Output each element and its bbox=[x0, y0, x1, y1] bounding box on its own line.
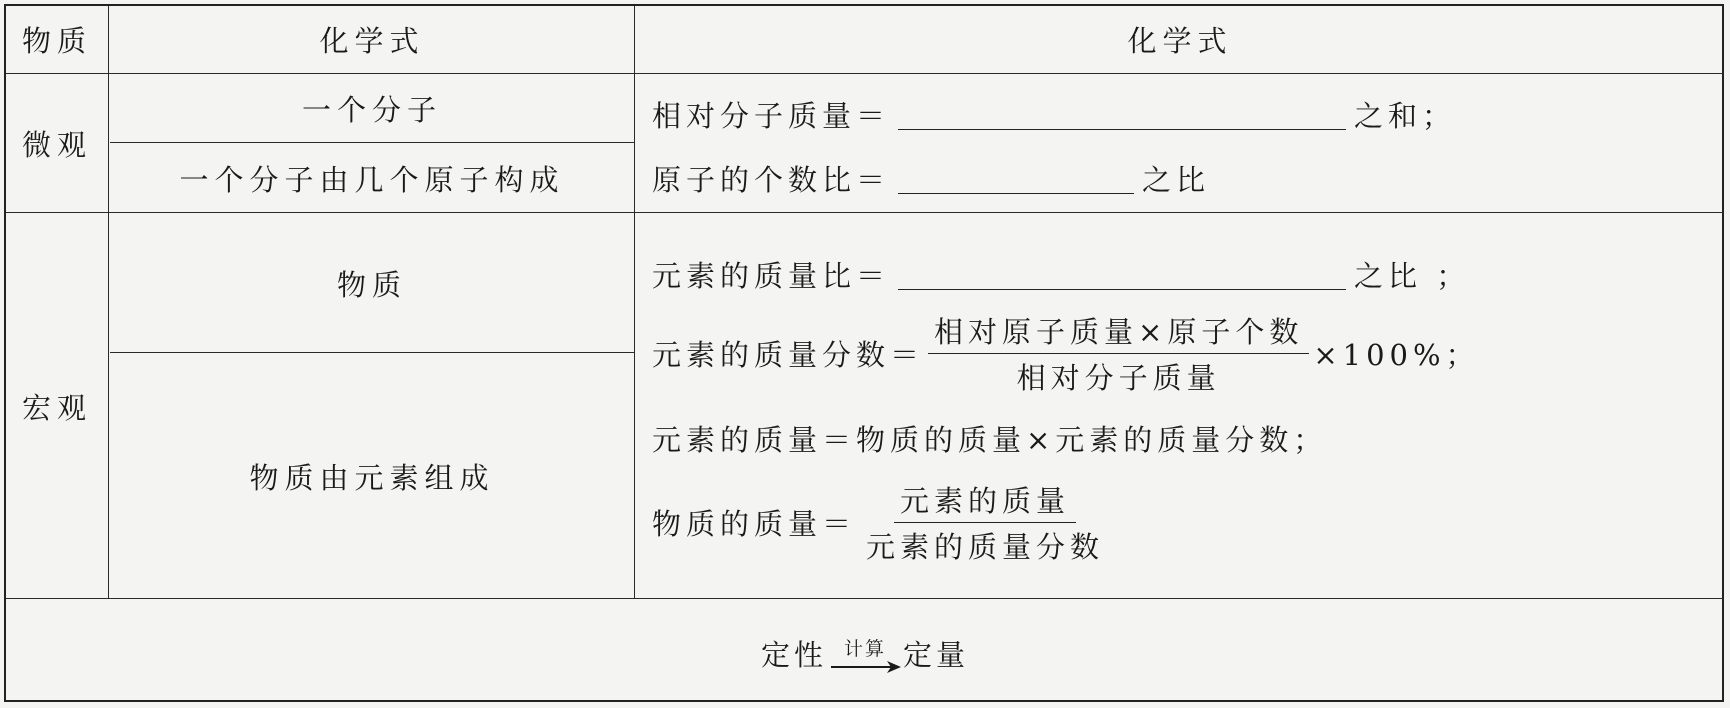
calculate-arrow bbox=[829, 638, 901, 674]
summary-footer bbox=[0, 600, 1730, 700]
substance-mass-formula bbox=[860, 479, 1110, 566]
substance-mass-line bbox=[652, 483, 1114, 564]
micro-one-molecule: 一个分子 bbox=[301, 93, 442, 127]
mass-fraction-line bbox=[652, 314, 1480, 395]
micro-inner-divider bbox=[110, 142, 634, 143]
macro-substance: 物质 bbox=[336, 267, 407, 302]
answer-blank[interactable] bbox=[898, 163, 1134, 194]
element-mass-ratio-prefix: 元素的质量比＝ bbox=[652, 258, 891, 293]
answer-blank[interactable] bbox=[898, 99, 1346, 130]
quantitative-label: 定量 bbox=[903, 638, 970, 672]
micro-label: 微观 bbox=[21, 128, 92, 162]
footer-divider bbox=[6, 598, 1724, 599]
micro-macro-divider bbox=[6, 212, 1724, 213]
micro-molecule-composition: 一个分子由几个原子构成 bbox=[179, 162, 565, 197]
relative-molecular-mass-suffix: 之和； bbox=[1354, 98, 1457, 133]
substance-mass-denominator: 元素的质量分数 bbox=[866, 529, 1105, 564]
element-mass-ratio-suffix: 之比 ； bbox=[1354, 258, 1471, 293]
macro-substance-composition: 物质由元素组成 bbox=[249, 460, 495, 495]
substance-mass-prefix: 物质的质量＝ bbox=[652, 506, 857, 541]
header-formula-right: 化学式 bbox=[1127, 24, 1233, 58]
atom-ratio-suffix: 之比 bbox=[1142, 162, 1211, 197]
atom-ratio-prefix: 原子的个数比＝ bbox=[652, 162, 891, 197]
col1-divider bbox=[108, 6, 109, 598]
mass-fraction-suffix: ×100%； bbox=[1313, 337, 1480, 372]
right-arrow-icon bbox=[829, 660, 901, 674]
col2-divider bbox=[634, 6, 635, 598]
macro-inner-divider bbox=[110, 352, 634, 353]
mass-fraction-prefix: 元素的质量分数＝ bbox=[652, 337, 925, 372]
mass-fraction-formula bbox=[928, 310, 1309, 397]
mass-fraction-denominator: 相对分子质量 bbox=[1016, 360, 1221, 395]
atom-ratio-line bbox=[652, 158, 1210, 198]
header-substance: 物质 bbox=[21, 24, 92, 58]
arrow-label: 计算 bbox=[843, 638, 886, 660]
element-mass-line: 元素的质量＝物质的质量×元素的质量分数； bbox=[652, 422, 1328, 457]
header-divider bbox=[6, 73, 1724, 74]
macro-label: 宏观 bbox=[21, 390, 92, 425]
qualitative-label: 定性 bbox=[760, 638, 827, 672]
header-formula-left: 化学式 bbox=[319, 24, 425, 58]
element-mass-ratio-line bbox=[652, 254, 1470, 294]
relative-molecular-mass-line bbox=[652, 94, 1456, 134]
answer-blank[interactable] bbox=[898, 259, 1346, 290]
mass-fraction-numerator: 相对原子质量×原子个数 bbox=[928, 310, 1309, 354]
relative-molecular-mass-prefix: 相对分子质量＝ bbox=[652, 98, 891, 133]
substance-mass-numerator: 元素的质量 bbox=[894, 479, 1076, 523]
